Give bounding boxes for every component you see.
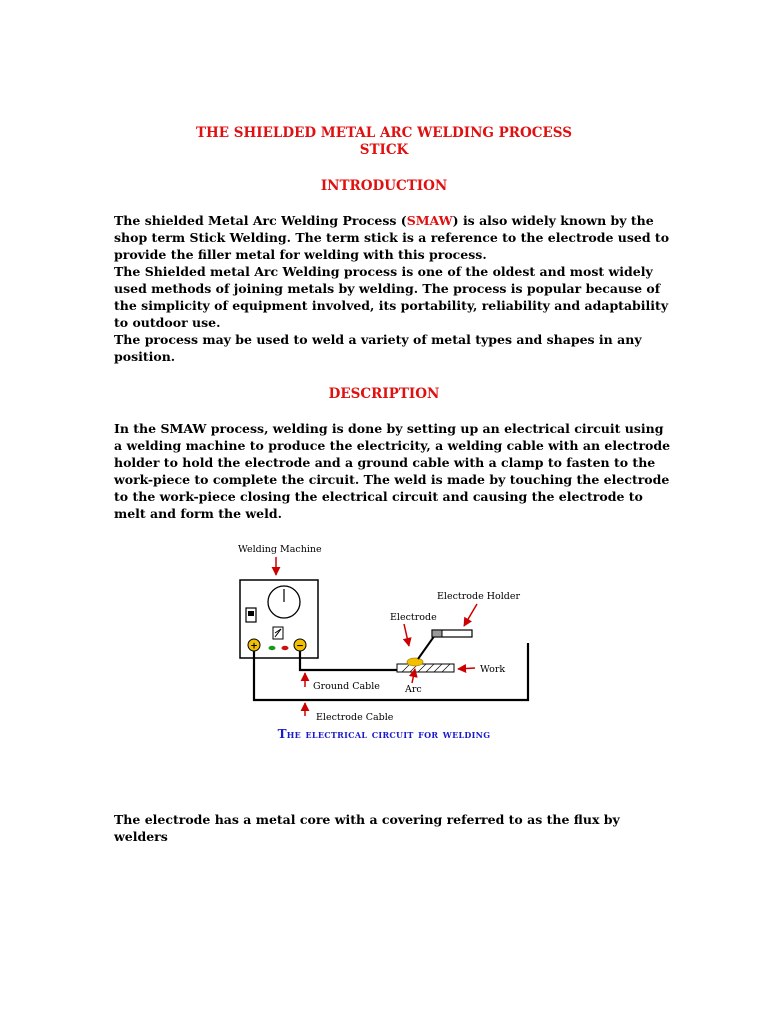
electrode-cable-label: Electrode Cable — [316, 712, 394, 723]
negative-terminal-label: − — [296, 641, 304, 652]
introduction-paragraph-3: The process may be used to weld a variety of metal types and shapes in any position. — [114, 332, 642, 364]
introduction-paragraph-1: The shielded Metal Arc Welding Process (SMAW) is also widely known by the shop term Stick Welding. The term stick is a reference to the electrode used to provide the filler metal for welding with this process. — [114, 213, 670, 262]
smaw-abbreviation: SMAW — [406, 213, 453, 228]
positive-terminal-label: + — [250, 641, 258, 652]
work-piece — [397, 664, 454, 672]
description-heading: DESCRIPTION — [328, 386, 440, 402]
green-indicator-light — [269, 646, 276, 650]
weld-pool — [407, 658, 423, 666]
closing-body — [114, 811, 674, 845]
closing-paragraph-1: The electrode has a metal core with a covering referred to as the flux by welders — [114, 812, 620, 844]
electrode-holder-label: Electrode Holder — [437, 591, 521, 602]
introduction-paragraph-2: The Shielded metal Arc Welding process is one of the oldest and most widely used methods of joining metals by welding. The process is popular because of the simplicity of equipment involved, its portability, reliability and adaptability to outdoor use. — [114, 264, 669, 330]
introduction-heading: INTRODUCTION — [320, 178, 448, 194]
welding-machine-label: Welding Machine — [238, 544, 322, 555]
introduction-body — [114, 212, 674, 365]
arc-label: Arc — [405, 684, 422, 695]
welding-circuit-diagram — [232, 535, 532, 730]
red-indicator-light — [282, 646, 289, 650]
figure-caption: The electrical circuit for welding — [277, 727, 491, 741]
document-subtitle: STICK — [359, 142, 409, 158]
electrode-rod — [418, 635, 435, 659]
work-label: Work — [480, 664, 506, 675]
electrode-arrow — [404, 624, 409, 646]
description-paragraph-1: In the SMAW process, welding is done by setting up an electrical circuit using a welding machine to produce the electricity, a welding cable with an electrode holder to hold the electrode and a ground cable with a clamp to fasten to the work-piece to complete the circuit. The weld is made by touching the electrode to the work-piece closing the electrical circuit and causing the electrode to melt and form the weld. — [114, 421, 671, 521]
ground-cable-label: Ground Cable — [313, 681, 380, 692]
work-arrow — [458, 668, 475, 669]
document-title: THE SHIELDED METAL ARC WELDING PROCESS — [195, 125, 573, 141]
electrode-holder-arrow — [464, 604, 477, 626]
electrode-label: Electrode — [390, 612, 437, 623]
description-body — [114, 420, 674, 522]
